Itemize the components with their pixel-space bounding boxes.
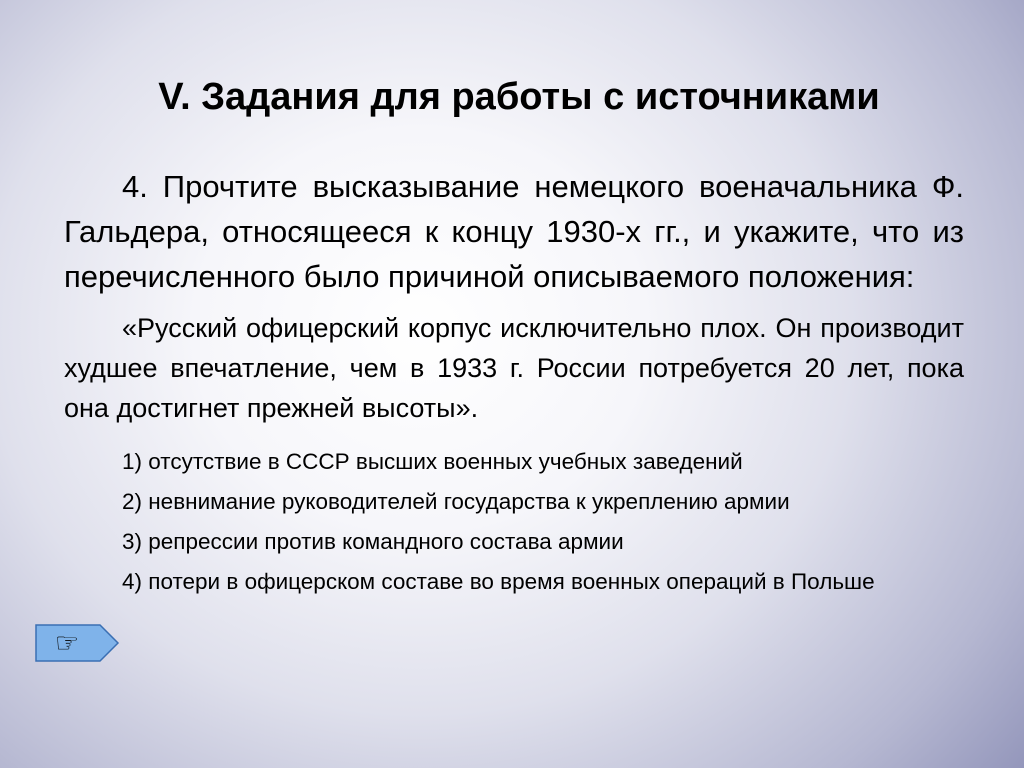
task-text: 4. Прочтите высказывание немецкого военачальника Ф. Гальдера, относящееся к концу 1930-х гг., и укажите, что из перечисленного было причиной описываемого положения:	[64, 169, 964, 294]
answer-option-2: 2) невнимание руководителей государства к укреплению армии	[122, 489, 790, 514]
slide-title: V. Задания для работы с источниками	[158, 76, 880, 118]
answer-option-4: 4) потери в офицерском составе во время военных операций в Польше	[122, 569, 875, 594]
halder-quote: «Русский офицерский корпус исключительно плох. Он производит худшее впечатление, чем в 1933 г. России потребуется 20 лет, пока она достигнет прежней высоты».	[64, 313, 964, 423]
pointer-hand-glyph: ☞	[54, 628, 80, 659]
answer-option-3: 3) репрессии против командного состава армии	[122, 529, 624, 554]
answer-option-1: 1) отсутствие в СССР высших военных учебных заведений	[122, 449, 743, 474]
pointing-hand-icon	[34, 623, 120, 663]
slide-body	[64, 164, 964, 597]
